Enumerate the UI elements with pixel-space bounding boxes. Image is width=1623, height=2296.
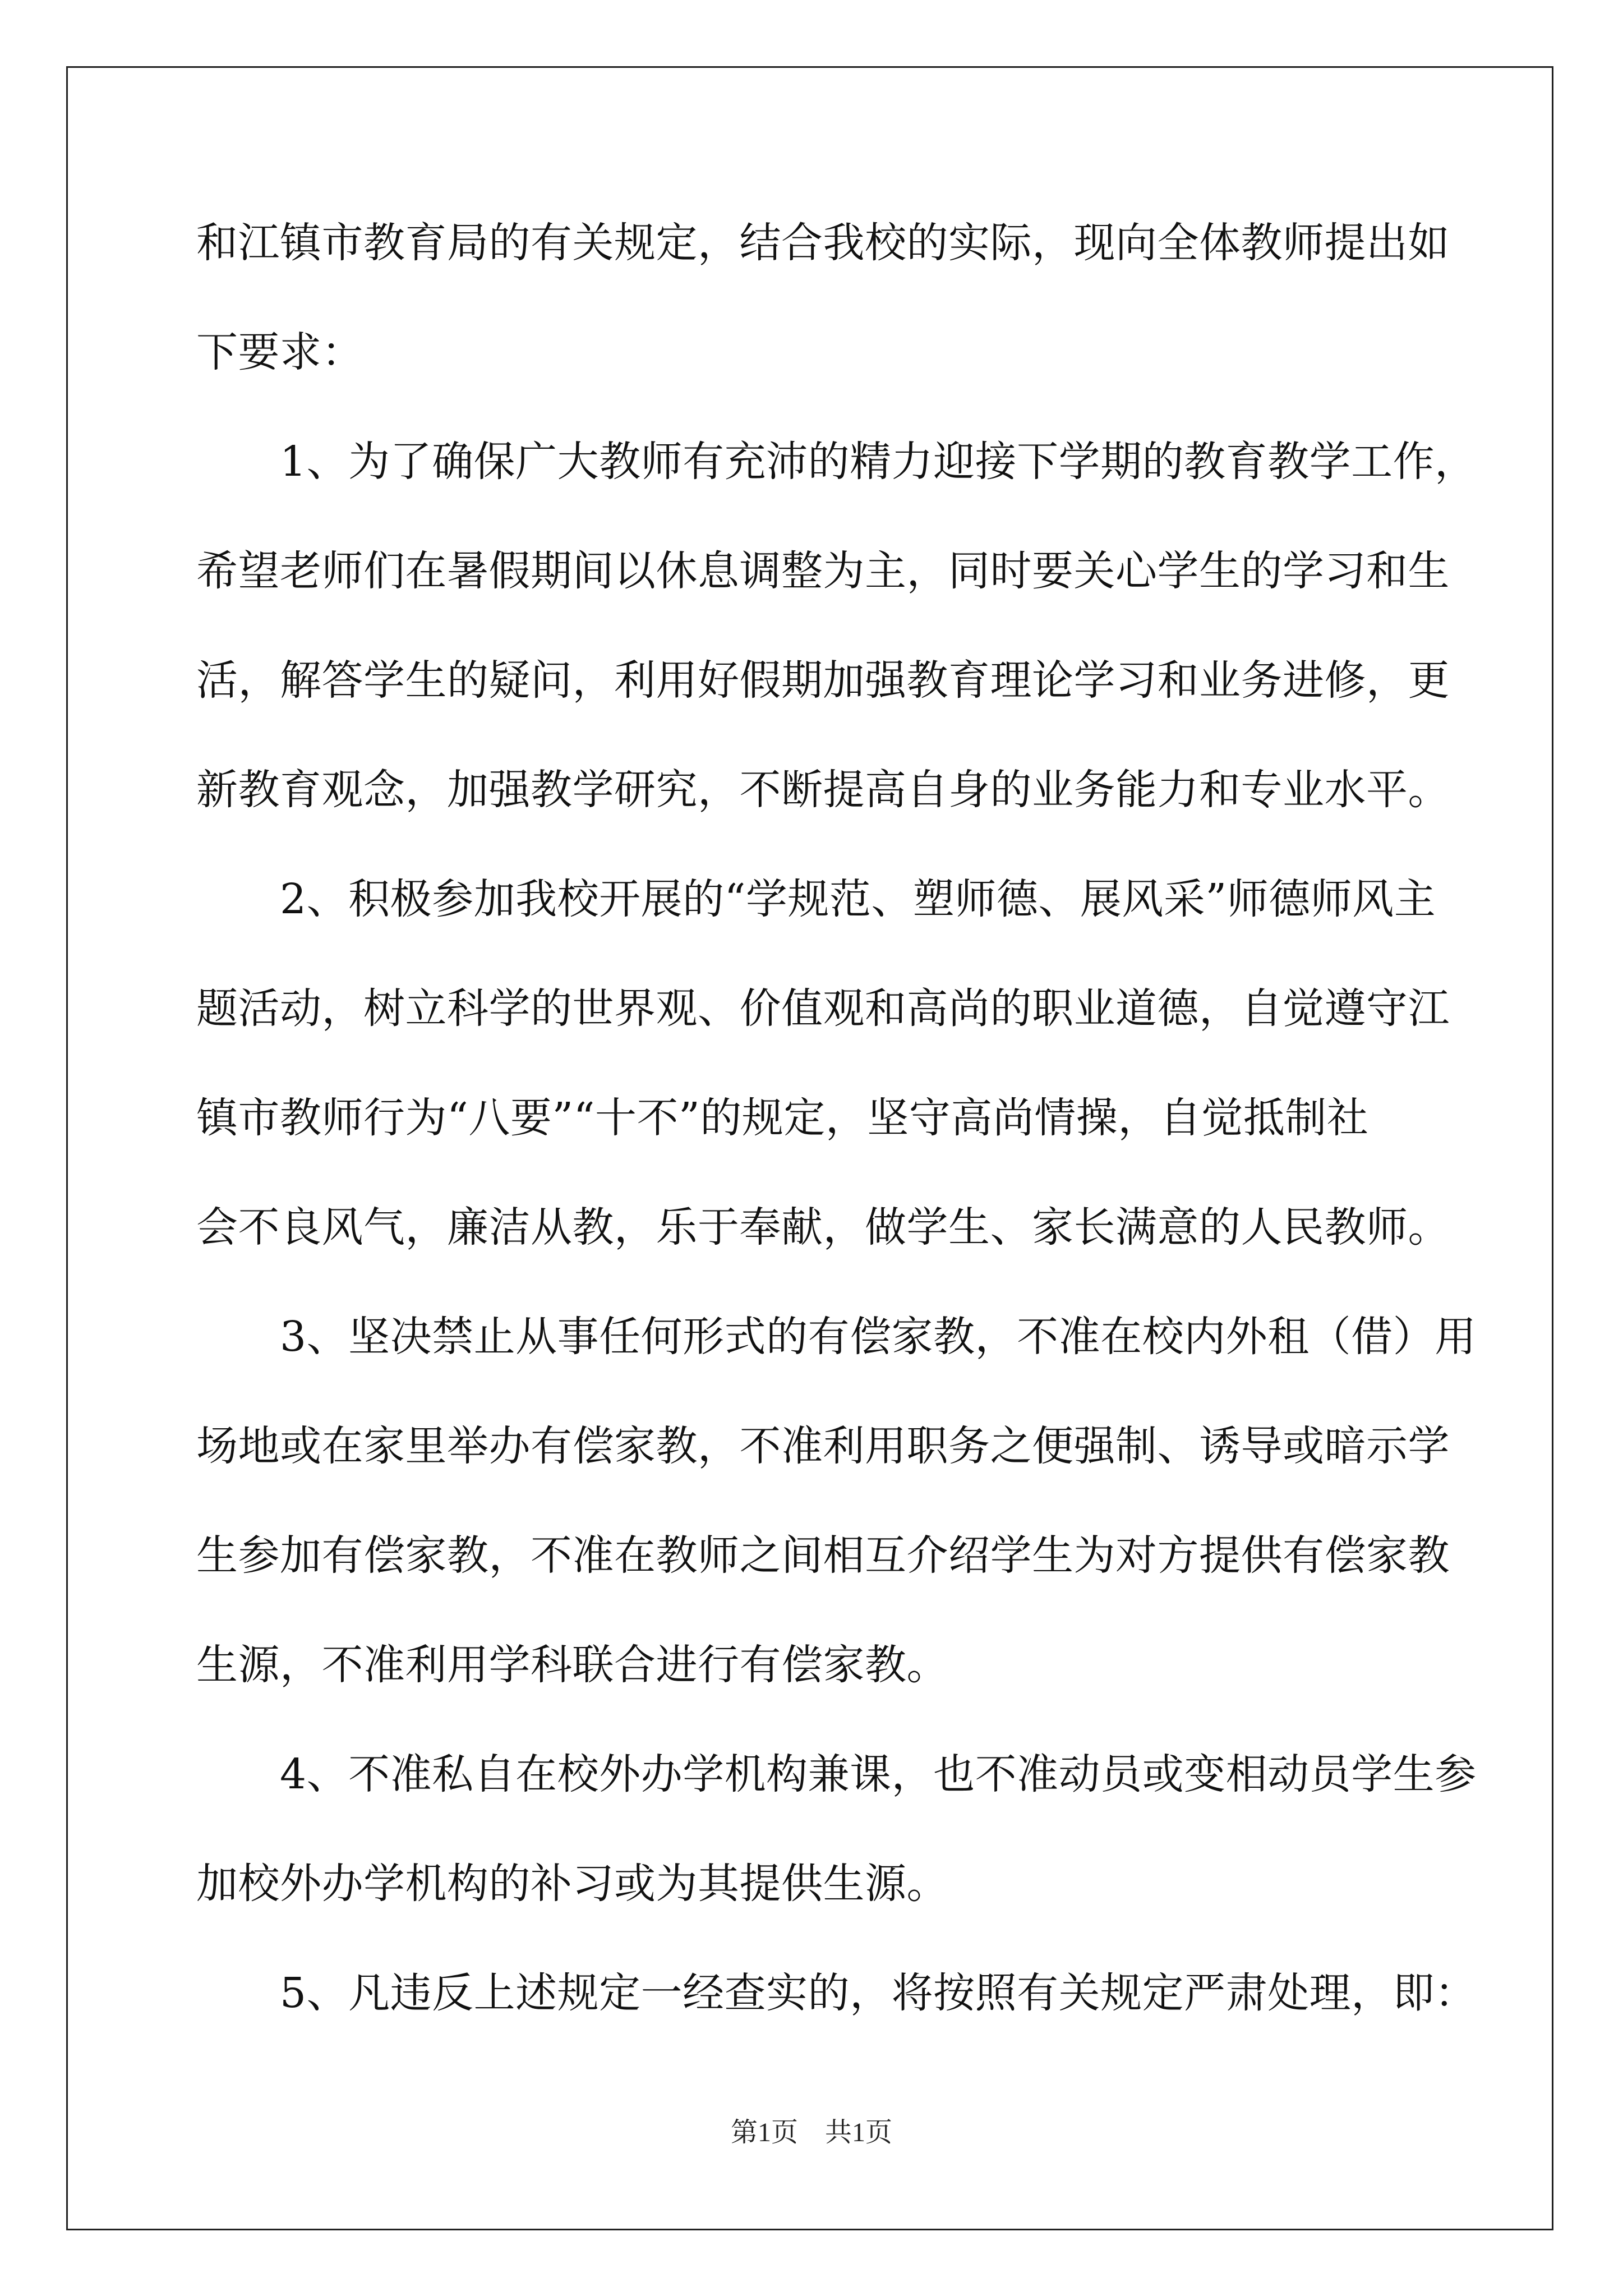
text-line: 和江镇市教育局的有关规定，结合我校的实际，现向全体教师提出如 [196,219,1450,267]
text-line: 1、为了确保广大教师有充沛的精力迎接下学期的教育教学工作， [196,438,1477,486]
text-line: 题活动，树立科学的世界观、价值观和高尚的职业道德，自觉遵守江 [196,984,1450,1033]
text-line: 生参加有偿家教，不准在教师之间相互介绍学生为对方提供有偿家教 [196,1531,1450,1580]
text-line: 生源，不准利用学科联合进行有偿家教。 [196,1641,948,1689]
text-line: 活，解答学生的疑问，利用好假期加强教育理论学习和业务进修，更 [196,656,1450,705]
text-line: 镇市教师行为“八要”“十不”的规定，坚守高尚情操，自觉抵制社 [196,1094,1369,1142]
text-line: 新教育观念，加强教学研究，不断提高自身的业务能力和专业水平。 [196,766,1450,814]
text-line: 加校外办学机构的补习或为其提供生源。 [196,1860,948,1908]
text-line: 5、凡违反上述规定一经查实的，将按照有关规定严肃处理，即： [196,1969,1477,2017]
page-number-footer: 第1页 共1页 [730,2118,892,2147]
text-line: 2、积极参加我校开展的“学规范、塑师德、展风采”师德师风主 [196,875,1436,923]
text-line: 场地或在家里举办有偿家教，不准利用职务之便强制、诱导或暗示学 [196,1422,1450,1470]
text-line: 会不良风气，廉洁从教，乐于奉献，做学生、家长满意的人民教师。 [196,1203,1450,1251]
text-line: 希望老师们在暑假期间以休息调整为主，同时要关心学生的学习和生 [196,547,1450,595]
text-line: 下要求： [196,328,363,376]
text-line: 3、坚决禁止从事任何形式的有偿家教，不准在校内外租（借）用 [196,1313,1477,1361]
text-line: 4、不准私自在校外办学机构兼课，也不准动员或变相动员学生参 [196,1750,1477,1798]
